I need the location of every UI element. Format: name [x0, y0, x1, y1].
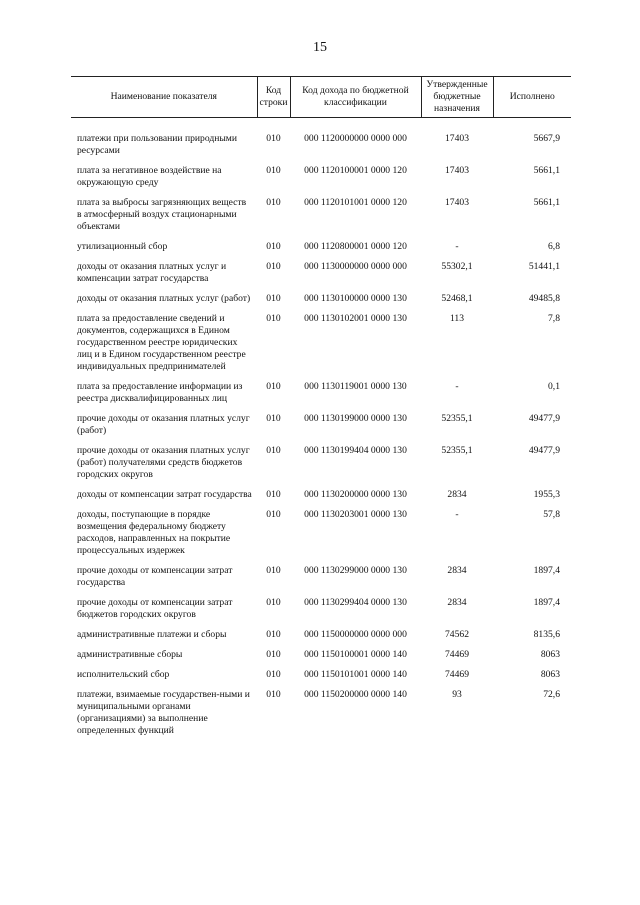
table-row	[71, 241, 571, 261]
approved-budget-cell: 74562	[445, 629, 469, 640]
indicator-name-cell: прочие доходы от компенсации затрат государства	[77, 565, 233, 588]
line-code-cell: 010	[266, 261, 281, 272]
table-row	[71, 669, 571, 689]
table-row	[71, 261, 571, 293]
indicator-name-cell: платежи при пользовании природными ресурсами	[77, 133, 238, 156]
header-line-code: Код строки	[257, 77, 290, 118]
table-row	[71, 413, 571, 445]
executed-cell: 1955,3	[533, 489, 560, 500]
line-code-cell: 010	[266, 313, 281, 324]
approved-budget-cell: -	[455, 241, 459, 252]
executed-cell: 8063	[540, 649, 560, 660]
income-classification-code-cell: 000 1130299000 0000 130	[304, 565, 407, 576]
income-classification-code-cell: 000 1130299404 0000 130	[304, 597, 407, 608]
indicator-name-cell: плата за выбросы загрязняющих веществ в атмосферный воздух стационарными объектами	[77, 197, 247, 232]
income-classification-code-cell: 000 1130199404 0000 130	[304, 445, 407, 456]
line-code-cell: 010	[266, 629, 281, 640]
income-classification-code-cell: 000 1120100001 0000 120	[304, 165, 407, 176]
table-row	[71, 509, 571, 565]
line-code-cell: 010	[266, 689, 281, 700]
page-number: 15	[313, 40, 327, 55]
approved-budget-cell: 52468,1	[441, 293, 473, 304]
header-indicator-name: Наименование показателя	[71, 77, 257, 118]
line-code-cell: 010	[266, 509, 281, 520]
approved-budget-cell: 2834	[447, 597, 467, 608]
table-row	[71, 689, 571, 745]
approved-budget-cell: 2834	[447, 489, 467, 500]
line-code-cell: 010	[266, 597, 281, 608]
indicator-name-cell: доходы, поступающие в порядке возмещения федеральному бюджету расходов, направленных на покрытие процессуальных издержек	[77, 509, 231, 556]
income-classification-code-cell: 000 1130119001 0000 130	[304, 381, 407, 392]
table-row	[71, 597, 571, 629]
executed-cell: 51441,1	[528, 261, 560, 272]
approved-budget-cell: 93	[452, 689, 462, 700]
approved-budget-cell: 2834	[447, 565, 467, 576]
approved-budget-cell: -	[455, 509, 459, 520]
table-row	[71, 565, 571, 597]
line-code-cell: 010	[266, 565, 281, 576]
header-income-classification-code: Код дохода по бюджетной классификации	[290, 77, 421, 118]
revenue-execution-table	[71, 76, 571, 745]
approved-budget-cell: 52355,1	[441, 445, 473, 456]
income-classification-code-cell: 000 1120800001 0000 120	[304, 241, 407, 252]
table-row	[71, 165, 571, 197]
line-code-cell: 010	[266, 489, 281, 500]
executed-cell: 6,8	[548, 241, 560, 252]
income-classification-code-cell: 000 1150100001 0000 140	[304, 649, 407, 660]
line-code-cell: 010	[266, 649, 281, 660]
approved-budget-cell: 52355,1	[441, 413, 473, 424]
table-row	[71, 381, 571, 413]
table-row	[71, 313, 571, 381]
executed-cell: 49485,8	[528, 293, 560, 304]
indicator-name-cell: утилизационный сбор	[77, 241, 168, 252]
table-header-row	[71, 77, 571, 118]
income-classification-code-cell: 000 1120000000 0000 000	[304, 133, 407, 144]
executed-cell: 8135,6	[533, 629, 560, 640]
table-body	[71, 118, 571, 746]
income-classification-code-cell: 000 1130000000 0000 000	[304, 261, 407, 272]
income-classification-code-cell: 000 1130199000 0000 130	[304, 413, 407, 424]
indicator-name-cell: прочие доходы от оказания платных услуг (работ) получателями средств бюджетов городских округов	[77, 445, 250, 480]
line-code-cell: 010	[266, 445, 281, 456]
approved-budget-cell: 17403	[445, 165, 469, 176]
executed-cell: 5661,1	[533, 165, 560, 176]
indicator-name-cell: плата за предоставление информации из реестра дисквалифицированных лиц	[77, 381, 243, 404]
approved-budget-cell: -	[455, 381, 459, 392]
line-code-cell: 010	[266, 165, 281, 176]
header-executed: Исполнено	[493, 77, 571, 118]
executed-cell: 0,1	[548, 381, 560, 392]
indicator-name-cell: административные платежи и сборы	[77, 629, 227, 640]
executed-cell: 72,6	[543, 689, 560, 700]
line-code-cell: 010	[266, 293, 281, 304]
table-row	[71, 197, 571, 241]
income-classification-code-cell: 000 1150000000 0000 000	[304, 629, 407, 640]
line-code-cell: 010	[266, 197, 281, 208]
table-row	[71, 629, 571, 649]
indicator-name-cell: плата за предоставление сведений и документов, содержащихся в Едином государственном реестре юридических лиц и в Едином государственном реестре индивидуальных предпринимателей	[77, 313, 246, 372]
indicator-name-cell: доходы от оказания платных услуг и компенсации затрат государства	[77, 261, 227, 284]
approved-budget-cell: 74469	[445, 649, 469, 660]
executed-cell: 49477,9	[528, 445, 560, 456]
executed-cell: 5661,1	[533, 197, 560, 208]
income-classification-code-cell: 000 1150101001 0000 140	[304, 669, 407, 680]
executed-cell: 5667,9	[533, 133, 560, 144]
income-classification-code-cell: 000 1150200000 0000 140	[304, 689, 407, 700]
table-row	[71, 649, 571, 669]
indicator-name-cell: плата за негативное воздействие на окружающую среду	[77, 165, 222, 188]
income-classification-code-cell: 000 1130203001 0000 130	[304, 509, 407, 520]
line-code-cell: 010	[266, 669, 281, 680]
income-classification-code-cell: 000 1120101001 0000 120	[304, 197, 407, 208]
executed-cell: 57,8	[543, 509, 560, 520]
line-code-cell: 010	[266, 413, 281, 424]
approved-budget-cell: 74469	[445, 669, 469, 680]
executed-cell: 49477,9	[528, 413, 560, 424]
table-row	[71, 118, 571, 166]
income-classification-code-cell: 000 1130102001 0000 130	[304, 313, 407, 324]
table-row	[71, 445, 571, 489]
approved-budget-cell: 17403	[445, 133, 469, 144]
income-classification-code-cell: 000 1130200000 0000 130	[304, 489, 407, 500]
indicator-name-cell: административные сборы	[77, 649, 183, 660]
income-classification-code-cell: 000 1130100000 0000 130	[304, 293, 407, 304]
indicator-name-cell: исполнительский сбор	[77, 669, 170, 680]
header-approved-budget: Утвержденные бюджетные назначения	[421, 77, 493, 118]
approved-budget-cell: 55302,1	[441, 261, 473, 272]
approved-budget-cell: 17403	[445, 197, 469, 208]
executed-cell: 8063	[540, 669, 560, 680]
executed-cell: 7,8	[548, 313, 560, 324]
executed-cell: 1897,4	[533, 565, 560, 576]
approved-budget-cell: 113	[449, 313, 465, 324]
executed-cell: 1897,4	[533, 597, 560, 608]
indicator-name-cell: платежи, взимаемые государствен-ными и муниципальными органами (организациями) за выполнение определенных функций	[77, 689, 250, 736]
indicator-name-cell: прочие доходы от компенсации затрат бюджетов городских округов	[77, 597, 233, 620]
line-code-cell: 010	[266, 133, 281, 144]
table-row	[71, 489, 571, 509]
line-code-cell: 010	[266, 241, 281, 252]
table-row	[71, 293, 571, 313]
line-code-cell: 010	[266, 381, 281, 392]
indicator-name-cell: доходы от оказания платных услуг (работ)	[77, 293, 251, 304]
indicator-name-cell: доходы от компенсации затрат государства	[77, 489, 252, 500]
indicator-name-cell: прочие доходы от оказания платных услуг (работ)	[77, 413, 250, 436]
